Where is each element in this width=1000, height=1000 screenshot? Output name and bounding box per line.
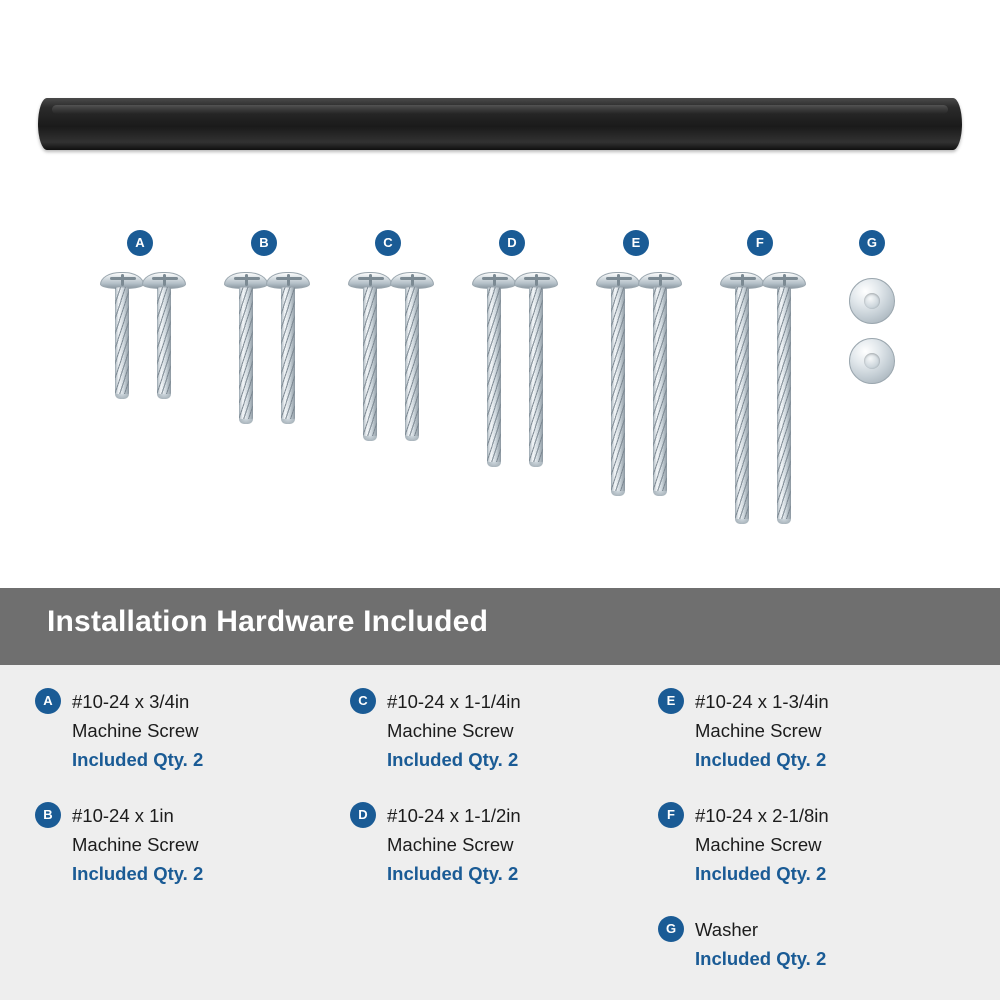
callout-badge-e: E (623, 230, 649, 256)
screw-shaft (115, 287, 129, 397)
item-quantity: Included Qty. 2 (387, 863, 519, 884)
item-badge-d: D (350, 802, 376, 828)
item-type: Machine Screw (387, 720, 514, 741)
callout-badge-d: D (499, 230, 525, 256)
cabinet-pull-bar (38, 98, 962, 150)
screw-shaft (777, 287, 791, 522)
callout-badge-c: C (375, 230, 401, 256)
screw-shaft (487, 287, 501, 465)
hardware-list (0, 665, 1000, 1000)
item-spec: #10-24 x 2-1/8in (695, 805, 829, 826)
callout-badge-g: G (859, 230, 885, 256)
item-badge-e: E (658, 688, 684, 714)
screw-shaft (281, 287, 295, 422)
item-type: Machine Screw (72, 720, 199, 741)
item-type: Machine Screw (387, 834, 514, 855)
item-quantity: Included Qty. 2 (695, 863, 827, 884)
item-badge-c: C (350, 688, 376, 714)
item-type: Machine Screw (695, 720, 822, 741)
callout-badge-a: A (127, 230, 153, 256)
screw-shaft (239, 287, 253, 422)
item-badge-g: G (658, 916, 684, 942)
item-type: Machine Screw (72, 834, 199, 855)
washer-1 (849, 278, 895, 324)
item-spec: #10-24 x 3/4in (72, 691, 190, 712)
item-quantity: Included Qty. 2 (72, 749, 204, 770)
washer-2 (849, 338, 895, 384)
item-badge-a: A (35, 688, 61, 714)
item-quantity: Included Qty. 2 (695, 749, 827, 770)
installation-hardware-panel (0, 588, 1000, 1000)
screw-shaft (735, 287, 749, 522)
panel-header (0, 588, 1000, 665)
item-quantity: Included Qty. 2 (72, 863, 204, 884)
item-spec: #10-24 x 1-1/2in (387, 805, 521, 826)
item-spec: Washer (695, 919, 759, 940)
item-badge-f: F (658, 802, 684, 828)
screw-shaft (157, 287, 171, 397)
item-spec: #10-24 x 1-3/4in (695, 691, 829, 712)
callout-badge-b: B (251, 230, 277, 256)
screw-shaft (611, 287, 625, 494)
callout-badge-f: F (747, 230, 773, 256)
screw-shaft (653, 287, 667, 494)
item-quantity: Included Qty. 2 (387, 749, 519, 770)
panel-title: Installation Hardware Included (47, 605, 489, 638)
item-quantity: Included Qty. 2 (695, 948, 827, 969)
item-type: Machine Screw (695, 834, 822, 855)
item-badge-b: B (35, 802, 61, 828)
item-spec: #10-24 x 1in (72, 805, 174, 826)
screw-shaft (363, 287, 377, 439)
screw-shaft (529, 287, 543, 465)
screw-shaft (405, 287, 419, 439)
item-spec: #10-24 x 1-1/4in (387, 691, 521, 712)
